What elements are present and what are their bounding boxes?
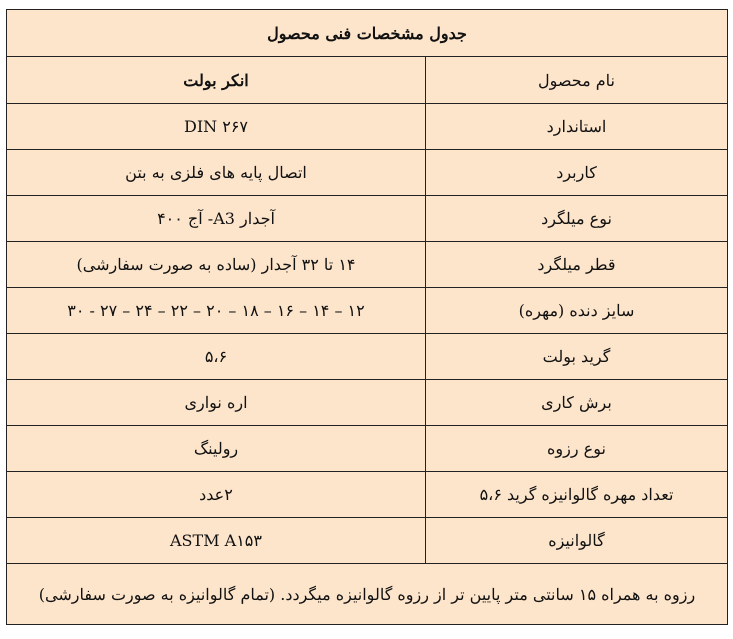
table-row — [7, 518, 728, 564]
row-value: ASTM A۱۵۳ — [7, 518, 426, 564]
row-value: ۱۲ – ۱۴ – ۱۶ – ۱۸ – ۲۰ – ۲۲ – ۲۴ – ۲۷ - ۳۰ — [7, 288, 426, 334]
table-row — [7, 334, 728, 380]
table-footnote: رزوه به همراه ۱۵ سانتی متر پایین تر از رزوه گالوانیزه میگردد. (تمام گالوانیزه به صورت سفارشی) — [7, 564, 728, 625]
row-label: تعداد مهره گالوانیزه گرید ۵،۶ — [426, 472, 728, 518]
row-value: ۲عدد — [7, 472, 426, 518]
row-value-product-name: انکر بولت — [7, 57, 426, 104]
spec-table-wrapper — [6, 9, 727, 625]
table-row — [7, 196, 728, 242]
row-label: نوع میلگرد — [426, 196, 728, 242]
row-label: گالوانیزه — [426, 518, 728, 564]
table-row — [7, 57, 728, 104]
row-label: برش کاری — [426, 380, 728, 426]
table-row — [7, 288, 728, 334]
table-title: جدول مشخصات فنی محصول — [7, 10, 728, 57]
table-row — [7, 104, 728, 150]
row-label-product-name: نام محصول — [426, 57, 728, 104]
table-row — [7, 242, 728, 288]
row-label: قطر میلگرد — [426, 242, 728, 288]
row-label: گرید بولت — [426, 334, 728, 380]
table-row — [7, 150, 728, 196]
row-value: ۵،۶ — [7, 334, 426, 380]
row-label: استاندارد — [426, 104, 728, 150]
table-row — [7, 472, 728, 518]
table-row — [7, 380, 728, 426]
row-label: سایز دنده (مهره) — [426, 288, 728, 334]
row-value: آجدار A3- آج ۴۰۰ — [7, 196, 426, 242]
row-value: اتصال پایه های فلزی به بتن — [7, 150, 426, 196]
row-label: کاربرد — [426, 150, 728, 196]
row-value: ۱۴ تا ۳۲ آجدار (ساده به صورت سفارشی) — [7, 242, 426, 288]
row-value: DIN ۲۶۷ — [7, 104, 426, 150]
row-value: رولینگ — [7, 426, 426, 472]
row-label: نوع رزوه — [426, 426, 728, 472]
row-value: اره نواری — [7, 380, 426, 426]
spec-table — [6, 9, 728, 625]
table-row — [7, 426, 728, 472]
